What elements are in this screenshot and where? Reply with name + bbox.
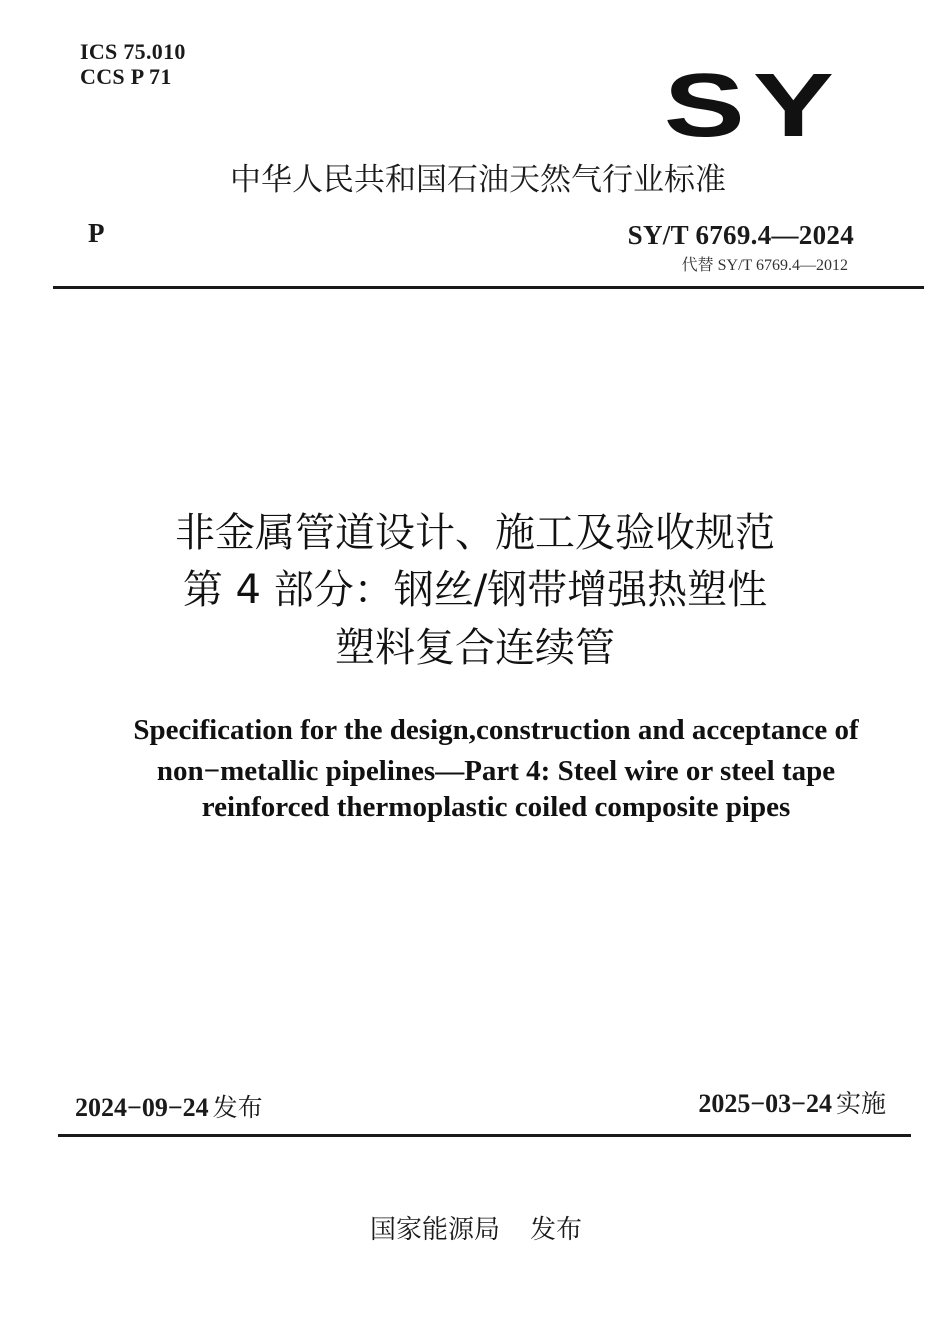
- issue-date-block: [75, 1092, 263, 1124]
- implement-date: 2025−03−24: [698, 1089, 832, 1118]
- sy-logo: SY: [663, 56, 842, 156]
- title-en-line-1: Specification for the design,construction and acceptance of: [133, 714, 859, 746]
- standard-category-cn: 中华人民共和国石油天然气行业标准: [230, 162, 726, 198]
- issuer-name: 国家能源局: [369, 1215, 500, 1245]
- implement-date-block: [698, 1088, 886, 1120]
- category-letter: P: [88, 218, 105, 248]
- ics-code: ICS 75.010: [80, 39, 186, 64]
- bottom-divider: [58, 1134, 911, 1137]
- ccs-code: CCS P 71: [80, 64, 172, 89]
- issuer-block: [1, 1212, 950, 1248]
- replaces-standard: 代替 SY/T 6769.4—2012: [681, 257, 848, 274]
- issue-date: 2024−09−24: [75, 1093, 209, 1122]
- title-en-line-3: reinforced thermoplastic coiled composite pipes: [201, 791, 791, 823]
- issuer-label: 发布: [530, 1215, 583, 1245]
- title-cn-line-1: 非金属管道设计、施工及验收规范: [175, 510, 775, 556]
- top-divider: [53, 286, 924, 289]
- issue-label: 发布: [212, 1093, 263, 1122]
- title-cn-line-2: 第 4 部分：钢丝/钢带增强热塑性: [182, 567, 768, 613]
- standard-number: SY/T 6769.4—2024: [627, 220, 854, 250]
- title-cn-line-3: 塑料复合连续管: [335, 625, 615, 671]
- title-en-line-2: non−metallic pipelines—Part 4: Steel wire or steel tape: [156, 755, 836, 787]
- implement-label: 实施: [835, 1089, 886, 1118]
